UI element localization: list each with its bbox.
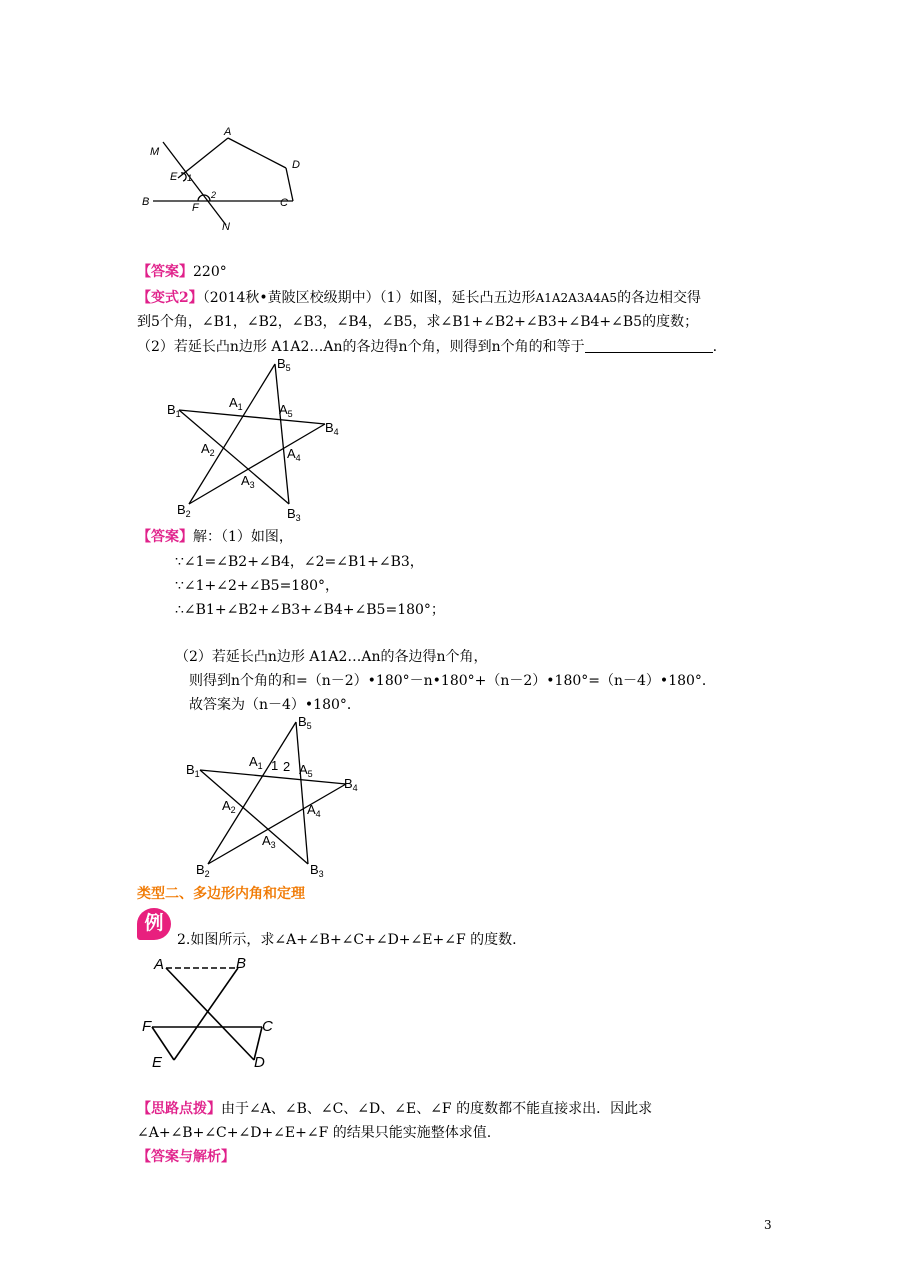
star-figure-1 bbox=[165, 352, 355, 524]
fig1-label-c: C bbox=[280, 197, 288, 209]
star1-a5: $A_5$ bbox=[279, 402, 293, 419]
page-number: 3 bbox=[764, 1218, 772, 1232]
variant-text: （2014秋•黄陂区校级期中）（1）如图，延长凸五边形 bbox=[202, 290, 536, 306]
answer2-tag: 【答案】 bbox=[137, 529, 193, 545]
fig1-label-m: M bbox=[150, 146, 160, 158]
star-figure-2 bbox=[182, 712, 372, 884]
fig3-label-b: B bbox=[236, 955, 247, 972]
answer-value: 220° bbox=[193, 264, 227, 280]
star2-angle-2: 2 bbox=[283, 759, 291, 774]
example2-question: 2.如图所示，求∠A+∠B+∠C+∠D+∠E+∠F 的度数. bbox=[177, 932, 517, 948]
answer2-step1: ∵∠1=∠B2+∠B4，∠2=∠B1+∠B3， bbox=[175, 554, 424, 570]
star2-angle-1: 1 bbox=[271, 758, 279, 773]
star1-a1: $A_1$ bbox=[229, 395, 243, 412]
fig3-label-e: E bbox=[152, 1054, 163, 1071]
fig1-label-a: A bbox=[224, 126, 232, 138]
variant-part-b: 的各边得n个角，则得到n个角的和等于 bbox=[342, 339, 585, 355]
star1-b4: $B_4$ bbox=[325, 420, 339, 437]
star2-a1: $A_1$ bbox=[249, 754, 263, 771]
hint-tag: 【思路点拨】 bbox=[137, 1101, 221, 1117]
hint-line1 bbox=[137, 1099, 652, 1119]
fig3-label-a: A bbox=[154, 956, 165, 973]
answer-tag: 【答案】 bbox=[137, 264, 193, 280]
star2-b3: $B_3$ bbox=[310, 862, 324, 879]
variant-part-a: （2）若延长凸n边形 A1A2…An bbox=[137, 339, 343, 355]
answer2-step3: ∴∠B1+∠B2+∠B3+∠B4+∠B5=180°； bbox=[175, 602, 445, 618]
star1-b2: $B_2$ bbox=[177, 502, 191, 519]
pentagon-figure bbox=[138, 120, 318, 242]
variant2-line2: 到5个角，∠B1，∠B2，∠B3，∠B4，∠B5，求∠B1+∠B2+∠B3+∠B4+∠B5的度数； bbox=[137, 314, 699, 330]
star2-a5: $A_5$ bbox=[299, 762, 313, 779]
star1-a3: $A_3$ bbox=[241, 473, 255, 490]
star2-b5: $B_5$ bbox=[298, 714, 312, 731]
answer2-part2a: （2）若延长凸n边形 A1A2…An的各边得n个角， bbox=[175, 649, 488, 665]
fig1-label-2: 2 bbox=[211, 190, 217, 200]
star1-b1: $B_1$ bbox=[167, 402, 181, 419]
star2-b2: $B_2$ bbox=[196, 862, 210, 879]
answer2-step2: ∵∠1+∠2+∠B5=180°， bbox=[175, 578, 340, 594]
answer2-part2c: 故答案为（n－4）•180°． bbox=[189, 697, 361, 713]
fig1-label-e: E bbox=[170, 171, 178, 183]
fig1-label-f: F bbox=[192, 202, 199, 214]
variant-tag: 【变式2】 bbox=[137, 290, 203, 306]
star1-a2: $A_2$ bbox=[201, 441, 215, 458]
answer1-line bbox=[137, 262, 227, 282]
section-heading: 类型二、多边形内角和定理 bbox=[137, 886, 305, 902]
fig1-label-1: 1 bbox=[187, 173, 193, 183]
star1-b3: $B_3$ bbox=[287, 506, 301, 523]
fig1-label-d: D bbox=[292, 159, 300, 171]
star2-b4: $B_4$ bbox=[344, 776, 358, 793]
fig3-label-c: C bbox=[262, 1018, 273, 1035]
answer2-intro-text: 解：（1）如图， bbox=[193, 529, 293, 545]
variant-poly: A1A2A3A4A5 bbox=[535, 291, 618, 305]
fig1-label-n: N bbox=[222, 221, 230, 233]
star2-a2: $A_2$ bbox=[222, 798, 236, 815]
star1-b5: $B_5$ bbox=[277, 356, 291, 373]
star2-a3: $A_3$ bbox=[262, 833, 276, 850]
answer2-intro bbox=[137, 527, 293, 547]
variant-text-b: 的各边相交得 bbox=[617, 290, 702, 306]
fig1-label-b: B bbox=[142, 196, 150, 208]
star1-a4: $A_4$ bbox=[287, 446, 301, 463]
answer-blank bbox=[585, 338, 713, 353]
star2-b1: $B_1$ bbox=[186, 762, 200, 779]
fig3-label-d: D bbox=[254, 1054, 265, 1071]
variant-end: . bbox=[712, 339, 718, 355]
hint-text-1: 由于∠A、∠B、∠C、∠D、∠E、∠F 的度数都不能直接求出．因此求 bbox=[221, 1101, 653, 1117]
answer2-part2b: 则得到n个角的和=（n－2）•180°－n•180°+（n－2）•180°=（n－4）•180°． bbox=[189, 673, 716, 689]
hexagon-figure bbox=[140, 950, 290, 1075]
hint-line2: ∠A+∠B+∠C+∠D+∠E+∠F 的结果只能实施整体求值. bbox=[137, 1125, 492, 1141]
example-badge: 例 bbox=[137, 908, 171, 940]
fig3-label-f: F bbox=[142, 1018, 152, 1035]
star2-a4: $A_4$ bbox=[307, 802, 321, 819]
answer3-tag: 【答案与解析】 bbox=[137, 1149, 235, 1165]
variant2-line1 bbox=[137, 288, 701, 308]
